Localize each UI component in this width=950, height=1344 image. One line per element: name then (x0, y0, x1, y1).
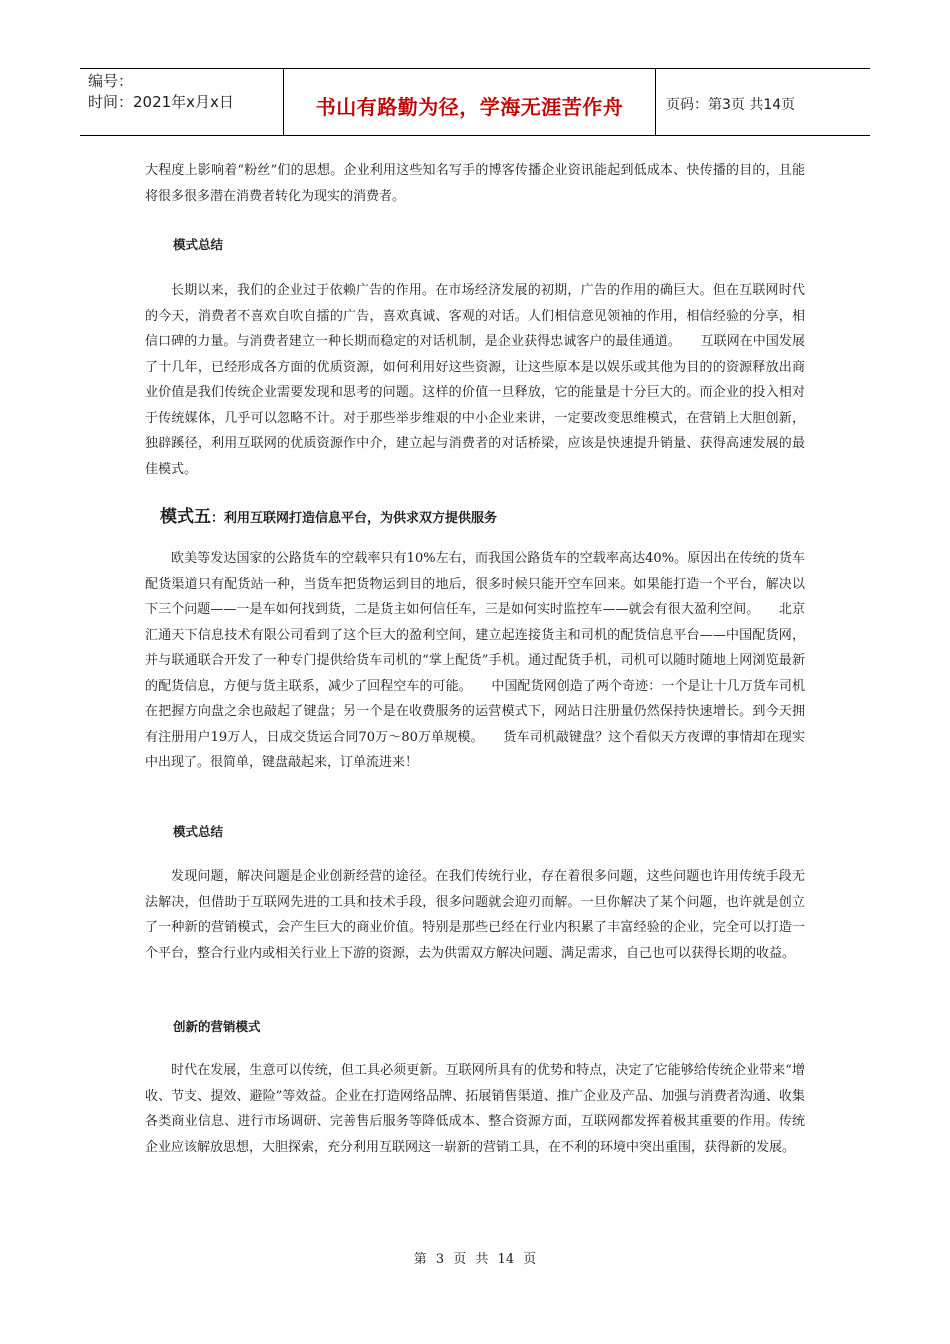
section-heading-summary-2: 模式总结 (173, 824, 224, 839)
page-footer: 第 3 页 共 14 页 (413, 1252, 537, 1267)
section-heading-innovation: 创新的营销模式 (173, 1019, 261, 1034)
paragraph-continued: 大程度上影响着“粉丝”们的思想。企业利用这些知名写手的博客传播企业资讯能起到低成本、快传播的目的，且能将很多很多潜在消费者转化为现实的消费者。 (145, 163, 805, 204)
header-meta (80, 69, 284, 135)
paragraph-2: 欧美等发达国家的公路货车的空载率只有10%左右，而我国公路货车的空载率高达40%。原因出在传统的货车配货渠道只有配货站一种，当货车把货物运到目的地后，很多时候只能开空车回来。如果能打造一个平台，解决以下三个问题——一是车如何找到货，二是货主如何信任车，三是如何实时监控车——就会有很大盈利空间。 北京汇通天下信息技术有限公司看到了这个巨大的盈利空间，建立起连接货主和司机的配货信息平台——中国配货网，并与联通联合开发了一种专门提供给货车司机的“掌上配货”手机。通过配货手机，司机可以随时随地上网浏览最新的配货信息，方便与货主联系，减少了回程空车的可能。 中国配货网创造了两个奇迹：一个是让十几万货车司机在把握方向盘之余也敲起了键盘；另一个是在收费服务的运营模式下，网站日注册量仍然保持快速增长。到今天拥有注册用户19万人，日成交货运合同70万～80万单规模。 货车司机敲键盘？这个看似天方夜谭的事情却在现实中出现了。很简单，键盘敲起来，订单流进来！ (145, 551, 805, 770)
section-heading-summary-1: 模式总结 (173, 237, 224, 252)
header-table (80, 68, 870, 136)
mode5-label: 模式五 (160, 507, 211, 527)
mode5-title: ：利用互联网打造信息平台，为供求双方提供服务 (211, 511, 498, 526)
section-heading-mode5 (160, 502, 497, 527)
motto: 书山有路勤为径，学海无涯苦作舟 (284, 69, 656, 135)
page-info: 页码：第3页 共14页 (666, 97, 796, 113)
paragraph-3: 发现问题，解决问题是企业创新经营的途径。在我们传统行业，存在着很多问题，这些问题也许用传统手段无法解决，但借助于互联网先进的工具和技术手段，很多问题就会迎刃而解。一旦你解决了某个问题，也许就是创立了一种新的营销模式，会产生巨大的商业价值。特别是那些已经在行业内积累了丰富经验的企业，完全可以打造一个平台，整合行业内或相关行业上下游的资源，去为供需双方解决问题、满足需求，自己也可以获得长期的收益。 (145, 869, 805, 961)
date-label: 时间：2021年x月x日 (88, 93, 234, 111)
paragraph-4: 时代在发展，生意可以传统，但工具必须更新。互联网所具有的优势和特点，决定了它能够给传统企业带来“增收、节支、提效、避险”等效益。企业在打造网络品牌、拓展销售渠道、推广企业及产品、加强与消费者沟通、收集各类商业信息、进行市场调研、完善售后服务等降低成本、整合资源方面，互联网都发挥着极其重要的作用。传统企业应该解放思想，大胆探索，充分利用互联网这一崭新的营销工具，在不利的环境中突出重围，获得新的发展。 (145, 1063, 805, 1155)
paragraph-1: 长期以来，我们的企业过于依赖广告的作用。在市场经济发展的初期，广告的作用的确巨大。但在互联网时代的今天，消费者不喜欢自吹自擂的广告，喜欢真诚、客观的对话。人们相信意见领袖的作用，相信经验的分享，相信口碑的力量。与消费者建立一种长期而稳定的对话机制，是企业获得忠诚客户的最佳通道。 互联网在中国发展了十几年，已经形成各方面的优质资源，如何利用好这些资源，让这些原本是以娱乐或其他为目的的资源释放出商业价值是我们传统企业需要发现和思考的问题。这样的价值一旦释放，它的能量是十分巨大的。而企业的投入相对于传统媒体，几乎可以忽略不计。对于那些举步维艰的中小企业来讲，一定要改变思维模式，在营销上大胆创新，独辟蹊径，利用互联网的优质资源作中介，建立起与消费者的对话桥梁，应该是快速提升销量、获得高速发展的最佳模式。 (145, 283, 805, 477)
number-label: 编号： (88, 72, 134, 90)
